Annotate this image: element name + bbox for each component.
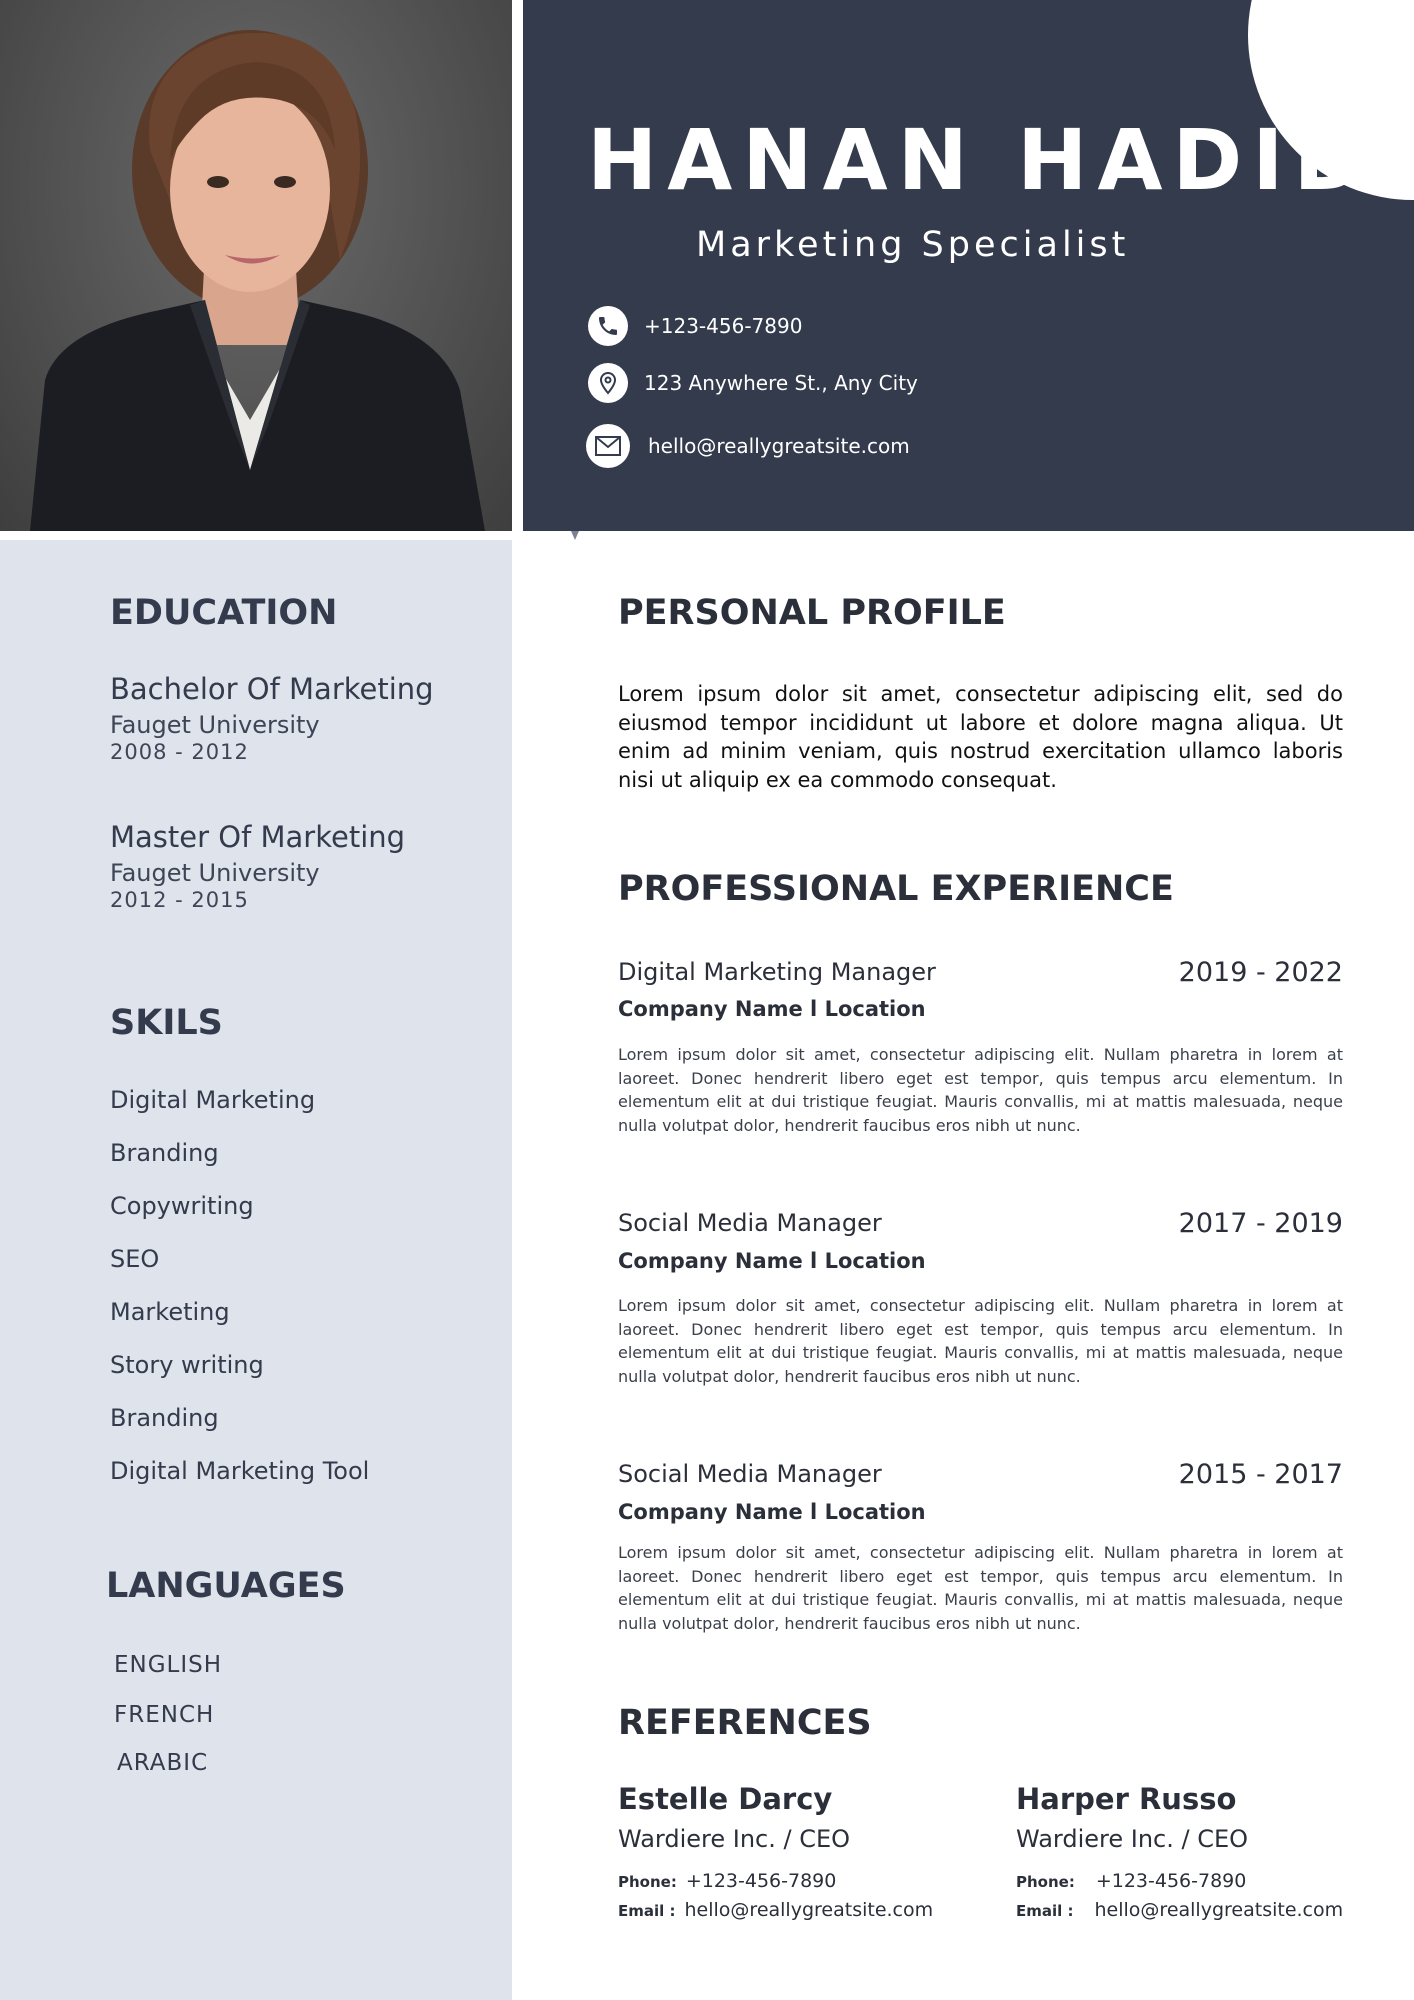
experience-years: 2019 - 2022 — [1178, 957, 1343, 988]
education-heading: EDUCATION — [110, 593, 338, 633]
contact-address-text: 123 Anywhere St., Any City — [644, 371, 918, 395]
candidate-title: Marketing Specialist — [696, 225, 1130, 265]
references-heading: REFERENCES — [618, 1703, 872, 1743]
skill-item: Copywriting — [110, 1192, 254, 1220]
envelope-icon — [586, 424, 630, 468]
phone-label: Phone: — [618, 1873, 677, 1891]
education-years: 2012 - 2015 — [110, 888, 249, 912]
contact-phone — [588, 306, 802, 346]
candidate-name: HANAN HADID — [587, 111, 1374, 209]
experience-heading: PROFESSIONAL EXPERIENCE — [618, 869, 1174, 909]
profile-text: Lorem ipsum dolor sit amet, consectetur adipiscing elit, sed do eiusmod tempor incididunt ut labore et dolore magna aliqua. Ut enim ad minim veniam, quis nostrud exercitation ullamco laboris nisi ut aliquip ex ea commodo consequat. — [618, 682, 1343, 792]
experience-title: Social Media Manager — [618, 1460, 882, 1488]
experience-description: Lorem ipsum dolor sit amet, consectetur adipiscing elit. Nullam pharetra in lorem at laoreet. Donec hendrerit libero eget est tempor, quis tempus arcu elementum. In elementum elit at dui tristique feugiat. Mauris convallis, mi at mattis malesuada, neque nulla volutpat dolor, hendrerit faucibus eros nibh ut nunc. — [618, 1543, 1343, 1633]
skill-item: Marketing — [110, 1298, 230, 1326]
skill-item: Story writing — [110, 1351, 264, 1379]
contact-phone-text: +123-456-7890 — [644, 314, 803, 338]
skill-item: Digital Marketing Tool — [110, 1457, 370, 1485]
skill-item: SEO — [110, 1245, 160, 1273]
education-degree: Bachelor Of Marketing — [110, 672, 434, 706]
experience-years: 2015 - 2017 — [1178, 1459, 1343, 1490]
phone-value: +123-456-7890 — [685, 1870, 837, 1892]
contact-address — [588, 363, 918, 403]
reference-email — [618, 1900, 933, 1921]
email-label: Email : — [618, 1902, 676, 1920]
reference-name: Harper Russo — [1016, 1782, 1237, 1816]
reference-phone — [618, 1871, 836, 1892]
experience-description: Lorem ipsum dolor sit amet, consectetur adipiscing elit. Nullam pharetra in lorem at laoreet. Donec hendrerit libero eget est tempor, quis tempus arcu elementum. In elementum elit at dui tristique feugiat. Mauris convallis, mi at mattis malesuada, neque nulla volutpat dolor, hendrerit faucibus eros nibh ut nunc. — [618, 1045, 1343, 1135]
profile-heading: PERSONAL PROFILE — [618, 593, 1006, 633]
experience-company: Company Name l Location — [618, 1249, 926, 1273]
skills-heading: SKILS — [110, 1003, 223, 1043]
experience-company: Company Name l Location — [618, 997, 926, 1021]
skill-item: Digital Marketing — [110, 1086, 316, 1114]
email-value: hello@reallygreatsite.com — [1094, 1899, 1344, 1921]
education-degree: Master Of Marketing — [110, 820, 406, 854]
email-label: Email : — [1016, 1902, 1074, 1920]
skill-item: Branding — [110, 1139, 219, 1167]
language-item: ENGLISH — [114, 1652, 223, 1678]
location-pin-icon — [588, 363, 628, 403]
education-school: Fauget University — [110, 859, 320, 887]
experience-years: 2017 - 2019 — [1178, 1208, 1343, 1239]
sidebar — [0, 540, 512, 2000]
languages-heading: LANGUAGES — [106, 1566, 346, 1606]
reference-role: Wardiere Inc. / CEO — [618, 1825, 851, 1853]
experience-title: Social Media Manager — [618, 1209, 882, 1237]
reference-email — [1016, 1900, 1343, 1921]
experience-description: Lorem ipsum dolor sit amet, consectetur adipiscing elit. Nullam pharetra in lorem at laoreet. Donec hendrerit libero eget est tempor, quis tempus arcu elementum. In elementum elit at dui tristique feugiat. Mauris convallis, mi at mattis malesuada, neque nulla volutpat dolor, hendrerit faucibus eros nibh ut nunc. — [618, 1296, 1343, 1386]
phone-label: Phone: — [1016, 1873, 1075, 1891]
contact-email — [586, 424, 910, 468]
reference-role: Wardiere Inc. / CEO — [1016, 1825, 1249, 1853]
decorative-pointer — [571, 531, 579, 540]
reference-name: Estelle Darcy — [618, 1782, 833, 1816]
contact-email-text: hello@reallygreatsite.com — [648, 434, 910, 458]
profile-photo — [0, 0, 512, 531]
skill-item: Branding — [110, 1404, 219, 1432]
experience-title: Digital Marketing Manager — [618, 958, 936, 986]
email-value: hello@reallygreatsite.com — [684, 1899, 934, 1921]
phone-value: +123-456-7890 — [1095, 1870, 1247, 1892]
phone-icon — [588, 306, 628, 346]
language-item: ARABIC — [117, 1750, 209, 1776]
education-years: 2008 - 2012 — [110, 740, 249, 764]
education-school: Fauget University — [110, 711, 320, 739]
reference-phone — [1016, 1871, 1246, 1892]
experience-company: Company Name l Location — [618, 1500, 926, 1524]
language-item: FRENCH — [114, 1702, 215, 1728]
